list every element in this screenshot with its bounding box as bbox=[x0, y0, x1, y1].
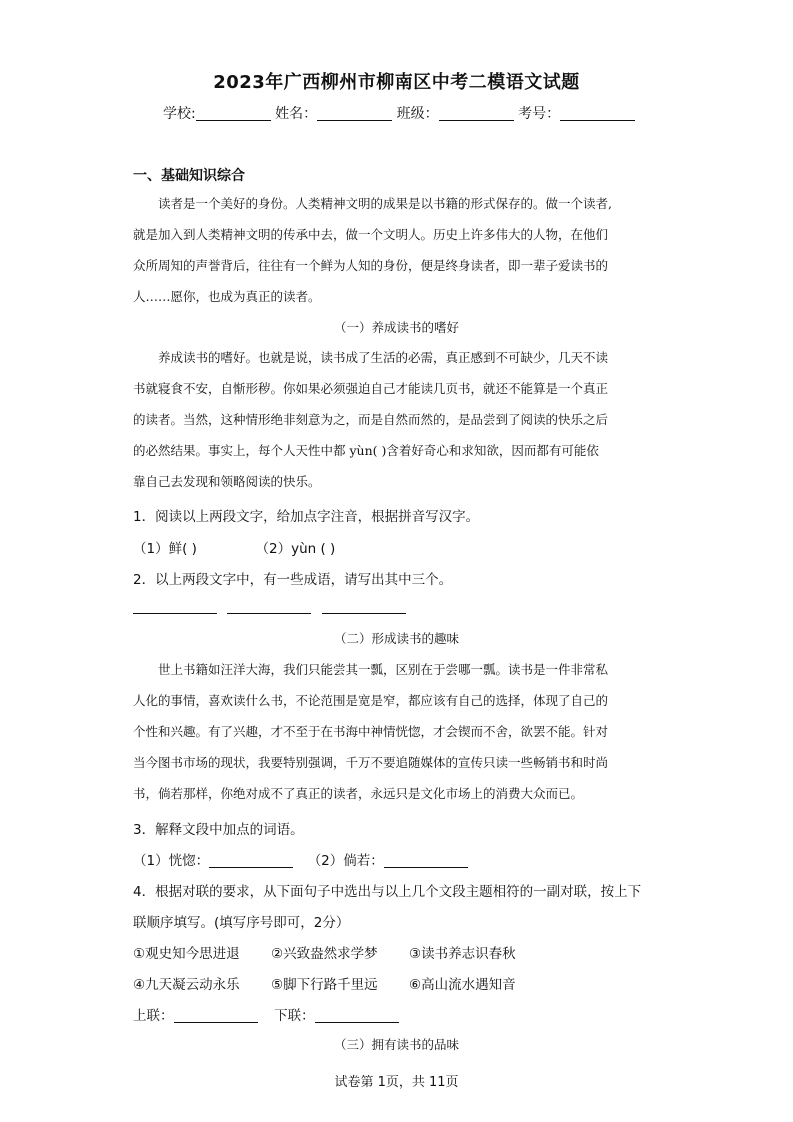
question-1: 1．阅读以上两段文字，给加点字注音，根据拼音写汉字。 bbox=[133, 509, 480, 525]
intro-line: 人……愿你，也成为真正的读者。 bbox=[133, 289, 321, 304]
paragraph-line: 书就寝食不安，自惭形秽。你如果必须强迫自己才能读几页书，就还不能算是一个真正 bbox=[133, 381, 609, 396]
paragraph-line: 的必然结果。事实上，每个人天性中都 yùn( )含着好奇心和求知欲，因而都有可能依 bbox=[133, 443, 599, 458]
subsection-2-paragraph bbox=[133, 654, 663, 809]
paragraph-line: 当今图书市场的现状，我要特别强调，千万不要追随媒体的宣传只读一些畅销书和时尚 bbox=[133, 755, 609, 770]
intro-line: 读者是一个美好的身份。人类精神文明的成果是以书籍的形式保存的。做一个读者, bbox=[158, 196, 612, 211]
idiom-answer-blank-1[interactable] bbox=[133, 599, 217, 614]
q1-part-1[interactable]: （1）鲜( ) bbox=[133, 541, 197, 557]
paragraph-line: 世上书籍如汪洋大海，我们只能尝其一瓢，区别在于尝哪一瓢。读书是一件非常私 bbox=[158, 662, 609, 677]
paragraph-line: 靠自己去发现和领略阅读的快乐。 bbox=[133, 474, 321, 489]
idiom-answer-blank-3[interactable] bbox=[322, 599, 406, 614]
class-label: 班级： bbox=[396, 106, 439, 122]
name-blank[interactable] bbox=[317, 106, 392, 121]
lower-couplet-blank[interactable] bbox=[315, 1008, 399, 1023]
paragraph-line: 人化的事情，喜欢读什么书，不论范围是宽是窄，都应该有自己的选择，体现了自己的 bbox=[133, 693, 609, 708]
q3-part-1-blank[interactable] bbox=[209, 853, 293, 868]
question-2: 2．以上两段文字中，有一些成语，请写出其中三个。 bbox=[133, 572, 453, 588]
name-label: 姓名： bbox=[275, 106, 318, 122]
question-3: 3．解释文段中加点的词语。 bbox=[133, 822, 304, 838]
couplet-answer-row bbox=[133, 1004, 399, 1024]
page-title: 2023年广西柳州市柳南区中考二模语文试题 bbox=[213, 72, 580, 93]
option-2: ②兴致盎然求学梦 bbox=[271, 946, 378, 962]
option-5: ⑤脚下行路千里远 bbox=[271, 977, 378, 993]
q3-part-2-blank[interactable] bbox=[384, 853, 468, 868]
paragraph-line: 的读者。当然，这种情形绝非刻意为之，而是自然而然的，是品尝到了阅读的快乐之后 bbox=[133, 412, 609, 427]
paragraph-line: 书，倘若那样，你绝对成不了真正的读者，永远只是文化市场上的消费大众而已。 bbox=[133, 786, 584, 801]
school-blank[interactable] bbox=[196, 106, 271, 121]
option-6: ⑥高山流水遇知音 bbox=[409, 977, 516, 993]
question-1-parts bbox=[133, 537, 335, 557]
option-1: ①观史知今思进退 bbox=[133, 946, 240, 962]
class-blank[interactable] bbox=[439, 106, 514, 121]
q3-part-1-label: （1）恍惚： bbox=[133, 853, 210, 869]
q1-part-2[interactable]: （2）yùn ( ) bbox=[255, 541, 336, 557]
question-3-parts bbox=[133, 849, 468, 869]
options-row-1 bbox=[133, 942, 516, 962]
school-label: 学校: bbox=[163, 106, 196, 122]
subsection-heading-3: （三）拥有读书的品味 bbox=[333, 1037, 459, 1052]
upper-couplet-label: 上联： bbox=[133, 1008, 174, 1024]
subsection-heading-1: （一）养成读书的嗜好 bbox=[333, 320, 459, 335]
exam-number-blank[interactable] bbox=[560, 106, 635, 121]
question-4-line-1: 4．根据对联的要求，从下面句子中选出与以上几个文段主题相符的一副对联，按上下 bbox=[133, 884, 642, 900]
idiom-answer-blank-2[interactable] bbox=[227, 599, 311, 614]
paragraph-line: 个性和兴趣。有了兴趣，才不至于在书海中神情恍惚，才会锲而不舍，欲罢不能。针对 bbox=[133, 724, 609, 739]
options-row-2 bbox=[133, 973, 516, 993]
paragraph-line: 养成读书的嗜好。也就是说，读书成了生活的必需，真正感到不可缺少，几天不读 bbox=[158, 350, 609, 365]
subsection-1-paragraph bbox=[133, 342, 663, 497]
option-3: ③读书养志识春秋 bbox=[409, 946, 516, 962]
lower-couplet-label: 下联： bbox=[274, 1008, 315, 1024]
intro-line: 就是加入到人类精神文明的传承中去，做一个文明人。历史上许多伟大的人物，在他们 bbox=[133, 227, 609, 242]
upper-couplet-blank[interactable] bbox=[174, 1008, 258, 1023]
option-4: ④九天凝云动永乐 bbox=[133, 977, 240, 993]
question-4-line-2: 联顺序填写。(填写序号即可，2分） bbox=[133, 915, 350, 931]
question-2-answer-lines bbox=[133, 599, 406, 615]
q3-part-2-label: （2）倘若： bbox=[307, 853, 384, 869]
subsection-heading-2: （二）形成读书的趣味 bbox=[333, 631, 459, 646]
intro-paragraph bbox=[133, 188, 663, 312]
page-footer: 试卷第 1页，共 11页 bbox=[334, 1075, 459, 1090]
student-info-row bbox=[163, 103, 635, 123]
exam-number-label: 考号： bbox=[518, 106, 561, 122]
intro-line: 众所周知的声誉背后，往往有一个鲜为人知的身份，便是终身读者，即一辈子爱读书的 bbox=[133, 258, 609, 273]
section-heading: 一、基础知识综合 bbox=[133, 168, 245, 184]
